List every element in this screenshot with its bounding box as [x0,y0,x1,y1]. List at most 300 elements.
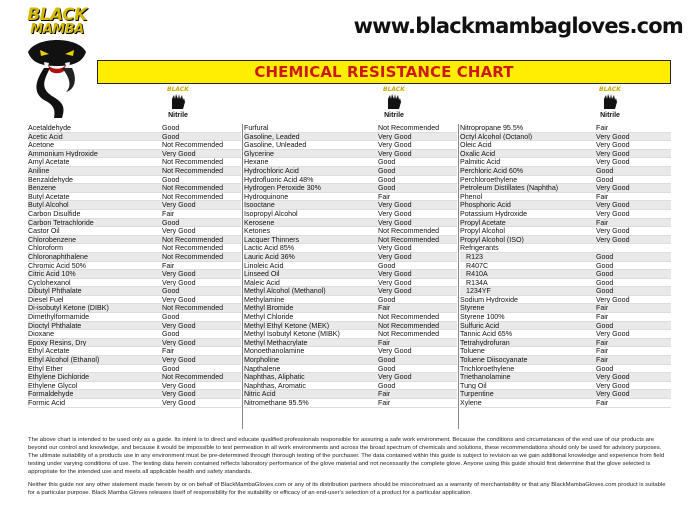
resistance-rating: Very Good [378,347,412,356]
resistance-rating: Fair [596,304,609,313]
column-divider [242,124,243,429]
chemical-name: Aniline [28,166,50,175]
glove-icon [169,93,187,109]
table-row [28,244,241,253]
chemical-name: Formic Acid [28,399,66,407]
chemical-name: Linseed Oil [244,270,280,278]
chemical-name: Cyclohexanol [28,278,71,287]
table-row [28,176,241,185]
resistance-rating: Very Good [162,270,196,278]
chemical-name: Isopropyl Alcohol [244,209,298,218]
resistance-rating: Fair [378,390,391,398]
chemical-name: Kerosene [244,218,275,227]
chemical-name: Carbon Disulfide [28,209,81,218]
table-row [244,313,457,322]
badge-text: BLACK [383,86,405,93]
chemical-name: Petroleum Distillates (Naphtha) [460,184,559,192]
resistance-rating: Good [378,381,396,390]
chemical-name: R134A [466,278,488,287]
table-row [28,184,241,193]
resistance-rating: Good [162,313,180,321]
table-row [244,141,457,150]
resistance-rating: Not Recommended [378,227,440,235]
table-row [460,227,671,236]
table-row [28,227,241,236]
chemical-name: Ethylene Dichloride [28,373,90,381]
resistance-rating: Very Good [378,373,412,381]
resistance-rating: Very Good [378,209,412,218]
chemical-name: Chloronaphthalene [28,252,88,261]
chemical-name: Ethyl Acetate [28,347,70,356]
resistance-rating: Very Good [596,132,630,141]
table-row [28,382,241,391]
resistance-rating: Not Recommended [162,373,224,381]
chemical-name: Tung Oil [460,381,487,390]
resistance-rating: Very Good [378,201,412,209]
page-title: CHEMICAL RESISTANCE CHART [254,63,514,81]
chemical-name: Naphthas, Aromatic [244,381,306,390]
table-row [460,322,671,331]
resistance-rating: Very Good [162,295,196,304]
resistance-rating: Good [378,261,396,270]
table-row [460,382,671,391]
table-row [244,373,457,382]
resistance-rating: Very Good [162,356,196,364]
chemical-name: Sulfuric Acid [460,321,500,330]
chemical-name: Methyl Methacrylate [244,338,308,347]
table-row [244,365,457,374]
table-row [460,279,671,288]
resistance-rating: Not Recommended [378,313,440,321]
table-row [28,279,241,288]
chemical-name: Gasoline, Leaded [244,132,300,141]
brand-name-line1: BLACK [27,5,87,25]
resistance-rating: Very Good [596,235,630,244]
resistance-rating: Good [596,270,614,278]
brand-logo [22,4,92,120]
resistance-rating: Good [162,132,180,141]
table-row [28,313,241,322]
resistance-rating: Good [162,330,180,338]
resistance-rating: Good [596,175,614,184]
website-url[interactable]: www.blackmambagloves.com [353,14,683,38]
resistance-rating: Very Good [596,227,630,235]
chemical-name: Linoleic Acid [244,261,284,270]
resistance-rating: Good [378,166,396,175]
table-row [460,167,671,176]
chemical-name: Ammonium Hydroxide [28,149,98,158]
chemical-name: Triethanolamine [460,373,511,381]
resistance-rating: Very Good [596,141,630,149]
chemical-name: Butyl Alcohol [28,201,69,209]
resistance-rating: Very Good [596,373,630,381]
resistance-rating: Fair [596,356,609,364]
table-row [28,399,241,408]
table-row [244,296,457,305]
resistance-rating: Good [596,364,614,373]
chemical-name: Furfural [244,124,269,132]
resistance-rating: Not Recommended [162,252,224,261]
chemical-name: Di-isobutyl Ketone (DIBK) [28,304,109,313]
resistance-rating: Fair [378,399,391,407]
resistance-rating: Very Good [162,390,196,398]
chemical-name: Nitropropane 95.5% [460,124,524,132]
table-row [28,219,241,228]
chemical-name: Nitromethane 95.5% [244,399,309,407]
resistance-rating: Very Good [162,338,196,347]
chemical-name: Dioctyl Phthalate [28,321,82,330]
table-row [28,150,241,159]
resistance-rating: Very Good [378,287,412,295]
chemical-name: Ketones [244,227,271,235]
resistance-rating: Fair [378,192,391,201]
chemical-column-3 [460,124,671,408]
table-row [244,219,457,228]
chemical-name: Methylamine [244,295,285,304]
resistance-rating: Good [378,295,396,304]
table-row [244,184,457,193]
resistance-rating: Very Good [596,295,630,304]
chemical-name: Monoethanolamine [244,347,305,356]
chemical-name: Hydrogen Peroxide 30% [244,184,321,192]
table-row [28,373,241,382]
chemical-name: Acetone [28,141,55,149]
resistance-rating: Very Good [162,321,196,330]
table-row [460,184,671,193]
chemical-name: Methyl Ethyl Ketone (MEK) [244,321,330,330]
table-row [244,158,457,167]
chemical-name: Acetaldehyde [28,124,71,132]
glove-type-label: Nitrile [168,112,188,119]
table-row [28,322,241,331]
table-row [460,193,671,202]
resistance-rating: Good [596,166,614,175]
table-row [460,339,671,348]
resistance-rating: Not Recommended [162,158,224,166]
table-row [460,270,671,279]
chemical-name: Tetrahydrofuran [460,338,510,347]
resistance-rating: Good [596,252,614,261]
table-row [244,390,457,399]
chemical-name: Propyl Alcohol (ISO) [460,235,524,244]
chemical-name: Hydrofluoric Acid 48% [244,175,314,184]
resistance-rating: Good [596,287,614,295]
resistance-rating: Very Good [162,201,196,209]
resistance-rating: Very Good [596,201,630,209]
chemical-name: Hydrochloric Acid [244,166,299,175]
table-row [460,244,671,253]
table-row [28,356,241,365]
table-row [244,399,457,408]
table-row [460,176,671,185]
table-row [460,399,671,408]
table-row [460,124,671,133]
resistance-rating: Very Good [378,132,412,141]
chemical-name: Phosphoric Acid [460,201,511,209]
table-row [28,167,241,176]
chemical-name: Hydroquinone [244,192,289,201]
glove-icon [385,93,403,109]
table-row [244,124,457,133]
chemical-name: Oleic Acid [460,141,492,149]
chemical-name: Potassium Hydroxide [460,209,528,218]
chemical-name: 1234YF [466,287,491,295]
table-row [28,390,241,399]
table-row [244,304,457,313]
chemical-column-2 [244,124,457,408]
resistance-rating: Fair [596,218,609,227]
chemical-name: Acetic Acid [28,132,63,141]
chemical-name: Benzene [28,184,57,192]
chemical-column-1 [28,124,241,408]
chemical-name: Carbon Tetrachloride [28,218,94,227]
chemical-name: Methyl Alcohol (Methanol) [244,287,326,295]
resistance-rating: Very Good [378,218,412,227]
table-row [460,390,671,399]
chemical-name: Dibutyl Phthalate [28,287,82,295]
glove-type-label: Nitrile [384,112,404,119]
table-row [28,287,241,296]
resistance-rating: Very Good [378,141,412,149]
chemical-name: Butyl Acetate [28,192,70,201]
table-row [460,219,671,228]
chemical-name: Turpentine [460,390,494,398]
chemical-name: Benzaldehyde [28,175,73,184]
table-row [460,365,671,374]
chemical-name: Tannic Acid 65% [460,330,513,338]
resistance-rating: Very Good [596,158,630,166]
resistance-rating: Good [596,321,614,330]
chemical-name: Diesel Fuel [28,295,64,304]
table-row [460,313,671,322]
resistance-rating: Not Recommended [378,124,440,132]
table-row [244,279,457,288]
chemical-name: Dimethylformamide [28,313,90,321]
table-row [28,339,241,348]
badge-text: BLACK [167,86,189,93]
table-row [460,201,671,210]
table-row [28,296,241,305]
chemical-name: Toluene Diisocyanate [460,356,528,364]
table-row [28,210,241,219]
resistance-rating: Fair [162,261,175,270]
table-row [460,133,671,142]
resistance-rating: Fair [162,209,175,218]
resistance-rating: Very Good [162,278,196,287]
table-row [28,304,241,313]
table-row [460,253,671,262]
chemical-name: Styrene [460,304,485,313]
chemical-name: Lactic Acid 85% [244,244,295,252]
resistance-rating: Very Good [596,149,630,158]
chemical-name: R407C [466,261,489,270]
table-row [244,270,457,279]
glove-icon [601,93,619,109]
table-row [28,201,241,210]
resistance-rating: Fair [596,192,609,201]
chemical-name: Methyl Bromide [244,304,294,313]
chemical-name: Lauric Acid 36% [244,252,295,261]
resistance-rating: Good [596,278,614,287]
chemical-name: Ethyl Alcohol (Ethanol) [28,356,100,364]
resistance-rating: Very Good [596,390,630,398]
chemical-name: Styrene 100% [460,313,505,321]
chemical-name: Lacquer Thinners [244,235,300,244]
chemical-name: Methyl Chloride [244,313,294,321]
chemical-name: Toluene [460,347,485,356]
chemical-name: R123 [466,252,483,261]
title-banner [97,60,671,84]
chemical-name: Nitric Acid [244,390,276,398]
chemical-name: Chromic Acid 50% [28,261,86,270]
resistance-rating: Not Recommended [378,235,440,244]
resistance-rating: Very Good [596,184,630,192]
resistance-rating: Good [162,218,180,227]
table-row [244,176,457,185]
table-row [460,141,671,150]
resistance-rating: Fair [596,124,609,132]
resistance-rating: Good [162,364,180,373]
table-row [244,236,457,245]
resistance-rating: Fair [162,347,175,356]
chemical-name: Methyl Isobutyl Ketone (MIBK) [244,330,340,338]
resistance-rating: Fair [596,347,609,356]
table-row [28,124,241,133]
table-row [244,262,457,271]
resistance-rating: Good [378,184,396,192]
chemical-name: R410A [466,270,488,278]
table-row [244,244,457,253]
chemical-name: Propyl Acetate [460,218,506,227]
table-row [460,287,671,296]
table-row [244,356,457,365]
table-row [460,296,671,305]
nitrile-glove-badge [383,86,405,110]
badge-text: BLACK [599,86,621,93]
snake-icon [22,34,92,118]
resistance-rating: Not Recommended [162,184,224,192]
resistance-rating: Not Recommended [162,304,224,313]
brand-name-line2: MAMBA [30,22,84,37]
table-row [460,330,671,339]
liability-text: Neither this guide nor any other statement made herein by or on behalf of BlackMambaGloves.com or any of its distribution partners should be misconstrued as a warranty of merchantability or that any BlackMambaGloves.com product is suitable for a particular purpose. Black Mamba Gloves releases itself of responsibility for the suitability or efficacy of an end-user's selection of a product for a particular application. [28,482,666,496]
resistance-rating: Very Good [378,244,412,252]
table-row [244,322,457,331]
resistance-rating: Not Recommended [162,192,224,201]
chemical-name: Glycerine [244,149,274,158]
chemical-name: Xylene [460,399,482,407]
resistance-rating: Good [162,287,180,295]
chemical-name: Maleic Acid [244,278,280,287]
chemical-name: Dioxane [28,330,55,338]
table-row [28,270,241,279]
chemical-name: Phenol [460,192,483,201]
resistance-rating: Very Good [162,227,196,235]
resistance-rating: Not Recommended [162,244,224,252]
glove-type-label: Nitrile [600,112,620,119]
chemical-name: Gasoline, Unleaded [244,141,307,149]
table-row [28,133,241,142]
chemical-name: Naphthas, Aliphatic [244,373,305,381]
chemical-name: Morpholine [244,356,280,364]
disclaimer-text: The above chart is intended to be used only as a guide. Its intent is to direct and educate qualified professionals responsible for assuring a safe work environment. Because the conditions and circumstances of the end use of our products are beyond our control and knowledge, and because it would be impossible to test permeation in all work environments and across the broad spectrum of chemicals and solutions, these recommendations should only be used for advisory purposes. The ultimate suitability of a products use in any environment must be pre-determined through thorough testing of the purchaser. The data contained within this guide is subject to revision as we gain additional knowledge and experience from field testing under varying conditions of use. The testing data herein contained reflects laboratory performance of the glove material and not necessarily the complete glove. Anyone using this guide should first determine that the glove selected is appropriate for the intended use and meets all applicable health and safety standards. [28,437,665,475]
resistance-rating: Good [378,356,396,364]
chemical-name: Napthalene [244,364,281,373]
resistance-rating: Very Good [162,399,196,407]
chemical-name: Epoxy Resins, Dry [28,338,87,347]
chemical-name: Hexane [244,158,269,166]
resistance-rating: Good [378,158,396,166]
table-row [244,167,457,176]
chemical-name: Trichloroethylene [460,364,515,373]
chemical-name: Castor Oil [28,227,60,235]
resistance-rating: Very Good [596,381,630,390]
resistance-rating: Very Good [596,330,630,338]
table-row [28,330,241,339]
chemical-name: Sodium Hydroxide [460,295,518,304]
table-row [460,347,671,356]
resistance-rating: Fair [596,338,609,347]
resistance-rating: Very Good [162,149,196,158]
table-row [28,193,241,202]
table-row [460,150,671,159]
chemical-name: Propyl Alcohol [460,227,505,235]
table-row [244,150,457,159]
resistance-rating: Very Good [378,149,412,158]
table-row [244,227,457,236]
resistance-rating: Fair [596,399,609,407]
resistance-rating: Good [378,175,396,184]
table-row [244,347,457,356]
resistance-rating: Very Good [162,381,196,390]
table-row [28,253,241,262]
chemical-name: Perchloroethylene [460,175,518,184]
resistance-rating: Very Good [378,252,412,261]
resistance-rating: Fair [378,338,391,347]
resistance-rating: Very Good [378,270,412,278]
table-row [28,236,241,245]
resistance-rating: Good [162,124,180,132]
table-row [28,158,241,167]
chemical-name: Oxalic Acid [460,149,496,158]
table-row [460,262,671,271]
resistance-rating: Very Good [596,209,630,218]
table-row [244,339,457,348]
table-row [460,158,671,167]
resistance-rating: Very Good [378,278,412,287]
resistance-rating: Not Recommended [162,141,224,149]
table-row [460,373,671,382]
chemical-name: Amyl Acetate [28,158,70,166]
resistance-rating: Not Recommended [162,166,224,175]
nitrile-glove-badge [167,86,189,110]
table-row [28,347,241,356]
table-row [244,133,457,142]
table-row [244,193,457,202]
chemical-name: Formaldehyde [28,390,74,398]
table-row [28,365,241,374]
nitrile-glove-badge [599,86,621,110]
table-row [244,287,457,296]
table-row [244,330,457,339]
table-row [28,262,241,271]
resistance-rating: Fair [596,313,609,321]
chemical-name: Refrigerants [460,244,499,252]
chemical-name: Chloroform [28,244,64,252]
chemical-name: Chlorobenzene [28,235,77,244]
chemical-name: Octyl Alcohol (Octanol) [460,132,533,141]
resistance-rating: Not Recommended [378,321,440,330]
